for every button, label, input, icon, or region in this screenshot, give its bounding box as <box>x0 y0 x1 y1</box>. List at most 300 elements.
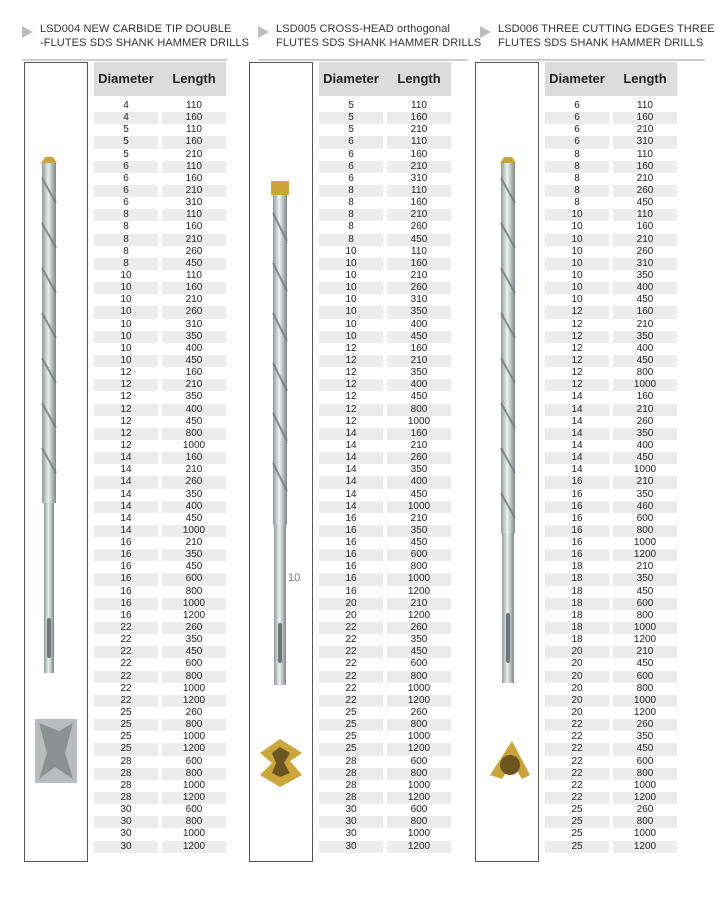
cell-diameter: 14 <box>545 404 609 416</box>
table-row <box>319 476 451 488</box>
header-lsd004 <box>22 8 250 56</box>
table-row <box>319 719 451 731</box>
table-row <box>94 391 226 403</box>
cell-diameter: 5 <box>319 112 383 124</box>
cell-diameter: 22 <box>319 622 383 634</box>
table-row <box>545 379 677 391</box>
table-row <box>319 671 451 683</box>
header-title <box>276 22 481 50</box>
table-row <box>319 695 451 707</box>
table-row <box>545 197 677 209</box>
cell-diameter: 12 <box>545 306 609 318</box>
cell-length: 600 <box>636 512 654 524</box>
cell-diameter: 10 <box>345 269 357 281</box>
cell-diameter: 6 <box>545 136 609 148</box>
cell-diameter: 8 <box>319 234 383 246</box>
table-row <box>319 646 451 658</box>
cell-diameter: 6 <box>319 161 383 173</box>
cell-length: 110 <box>186 124 202 136</box>
table-row <box>545 828 677 840</box>
cell-length: 1000 <box>162 598 226 610</box>
cell-length: 800 <box>387 768 451 780</box>
table-row <box>319 731 451 743</box>
cell-length: 350 <box>387 306 451 318</box>
table-row <box>319 209 451 221</box>
cell-length: 1200 <box>387 695 451 707</box>
cell-diameter: 12 <box>319 355 383 367</box>
cell-length: 1000 <box>613 379 677 391</box>
cell-diameter: 14 <box>94 501 158 513</box>
cell-diameter: 14 <box>94 525 158 537</box>
cell-diameter: 16 <box>571 512 583 524</box>
cell-diameter: 8 <box>574 172 580 184</box>
cell-length: 1000 <box>407 828 431 840</box>
cell-diameter: 22 <box>120 658 132 670</box>
cell-length: 310 <box>613 258 677 270</box>
cell-diameter: 16 <box>345 537 357 549</box>
table-row <box>319 428 451 440</box>
cell-length: 1200 <box>613 549 677 561</box>
cell-diameter: 10 <box>319 282 383 294</box>
cell-length: 350 <box>387 525 451 537</box>
cell-length: 160 <box>387 258 451 270</box>
title-line2: -FLUTES SDS SHANK HAMMER DRILLS <box>40 37 250 49</box>
cell-length: 450 <box>185 512 203 524</box>
column-header-length: Length <box>397 71 441 86</box>
table-row <box>545 671 677 683</box>
cell-diameter: 25 <box>571 828 583 840</box>
table-row <box>94 731 226 743</box>
cell-diameter: 8 <box>94 258 158 270</box>
cell-diameter: 22 <box>319 671 383 683</box>
cell-diameter: 30 <box>319 816 383 828</box>
cell-length: 400 <box>162 501 226 513</box>
cell-length: 800 <box>387 404 451 416</box>
cell-diameter: 8 <box>574 197 580 209</box>
cell-diameter: 16 <box>120 609 132 621</box>
cell-length: 210 <box>185 464 203 476</box>
cell-length: 350 <box>636 731 654 743</box>
table-row <box>94 707 226 719</box>
table-row <box>319 707 451 719</box>
table-row <box>319 561 451 573</box>
table-row <box>319 161 451 173</box>
cell-diameter: 10 <box>545 282 609 294</box>
cell-diameter: 10 <box>94 355 158 367</box>
table-body <box>319 100 451 853</box>
cell-diameter: 12 <box>94 379 158 391</box>
cell-length: 160 <box>613 306 677 318</box>
table-row <box>545 537 677 549</box>
cell-length: 110 <box>162 209 226 221</box>
cell-diameter: 22 <box>94 622 158 634</box>
table-row <box>94 658 226 670</box>
cell-length: 260 <box>613 719 677 731</box>
cell-diameter: 16 <box>571 488 583 500</box>
cell-length: 1000 <box>387 501 451 513</box>
title-line1: LSD006 THREE CUTTING EDGES THREE <box>498 23 715 35</box>
cell-diameter: 10 <box>345 294 357 306</box>
table-row <box>319 185 451 197</box>
cell-diameter: 12 <box>319 404 383 416</box>
cell-length: 110 <box>186 100 202 111</box>
table-row <box>545 112 677 124</box>
table-row <box>94 549 226 561</box>
cell-length: 450 <box>636 197 654 209</box>
table-row <box>94 331 226 343</box>
cell-diameter: 14 <box>545 428 609 440</box>
cell-diameter: 14 <box>94 476 158 488</box>
cell-length: 450 <box>636 585 654 597</box>
cell-length: 1200 <box>387 792 451 804</box>
cell-length: 450 <box>613 452 677 464</box>
cell-diameter: 6 <box>574 124 580 136</box>
cell-diameter: 22 <box>571 731 583 743</box>
cell-diameter: 10 <box>120 318 132 330</box>
cell-diameter: 14 <box>319 428 383 440</box>
cell-diameter: 22 <box>545 743 609 755</box>
cell-diameter: 16 <box>545 501 609 513</box>
cell-length: 210 <box>185 148 203 160</box>
cell-length: 260 <box>636 245 654 257</box>
cell-diameter: 10 <box>571 221 583 233</box>
cell-length: 260 <box>410 221 428 233</box>
cell-diameter: 14 <box>345 464 357 476</box>
table-row <box>545 476 677 488</box>
table-row <box>545 719 677 731</box>
table-row <box>94 197 226 209</box>
cell-diameter: 8 <box>123 221 129 233</box>
table-row <box>545 343 677 355</box>
cell-diameter: 18 <box>545 573 609 585</box>
cell-diameter: 4 <box>123 100 129 111</box>
cell-length: 1200 <box>162 695 226 707</box>
table-row <box>545 695 677 707</box>
cell-length: 1000 <box>407 779 431 791</box>
cell-length: 160 <box>162 452 226 464</box>
table-row <box>319 586 451 598</box>
header-divider <box>22 59 227 61</box>
table-row <box>319 756 451 768</box>
cell-diameter: 25 <box>571 804 583 816</box>
cell-length: 460 <box>613 501 677 513</box>
cell-diameter: 6 <box>94 161 158 173</box>
cell-length: 350 <box>162 549 226 561</box>
table-row <box>319 234 451 246</box>
table-row <box>545 258 677 270</box>
table-row <box>545 525 677 537</box>
header-lsd006 <box>480 8 715 56</box>
cell-length: 110 <box>613 209 677 221</box>
cell-length: 210 <box>162 379 226 391</box>
cell-length: 1200 <box>613 841 677 853</box>
cell-length: 1000 <box>182 682 206 694</box>
cell-length: 160 <box>162 112 226 124</box>
cell-length: 800 <box>185 585 203 597</box>
cell-diameter: 16 <box>94 598 158 610</box>
cell-length: 1000 <box>387 573 451 585</box>
cell-diameter: 22 <box>120 634 132 646</box>
cell-diameter: 10 <box>94 331 158 343</box>
cell-length: 800 <box>162 719 226 731</box>
cell-length: 350 <box>410 367 428 379</box>
cell-length: 800 <box>410 561 428 573</box>
table-row <box>94 586 226 598</box>
table-row <box>319 100 451 112</box>
cell-length: 160 <box>185 221 203 233</box>
cell-length: 400 <box>387 476 451 488</box>
cell-length: 110 <box>387 185 451 197</box>
cell-length: 1000 <box>182 439 206 451</box>
cell-length: 260 <box>613 185 677 197</box>
cell-length: 210 <box>613 476 677 488</box>
table-row <box>319 489 451 501</box>
table-row <box>94 573 226 585</box>
cell-length: 260 <box>162 476 226 488</box>
table-row <box>319 416 451 428</box>
table-row <box>94 816 226 828</box>
cell-length: 160 <box>613 112 677 124</box>
cell-length: 1000 <box>613 695 677 707</box>
table-row <box>545 100 677 112</box>
table-row <box>545 549 677 561</box>
cell-diameter: 20 <box>545 646 609 658</box>
cell-diameter: 28 <box>319 792 383 804</box>
cell-diameter: 16 <box>319 549 383 561</box>
cell-diameter: 22 <box>571 779 583 791</box>
cell-diameter: 30 <box>94 816 158 828</box>
cell-diameter: 14 <box>345 488 357 500</box>
table-row <box>319 319 451 331</box>
cell-length: 210 <box>613 234 677 246</box>
header-lsd005 <box>258 8 482 56</box>
table-row <box>545 161 677 173</box>
table-row <box>319 610 451 622</box>
cell-diameter: 10 <box>345 318 357 330</box>
table-row <box>545 731 677 743</box>
cell-length: 450 <box>387 234 451 246</box>
header-title <box>40 22 249 50</box>
cell-diameter: 16 <box>345 512 357 524</box>
cell-diameter: 10 <box>319 331 383 343</box>
cell-length: 210 <box>387 161 451 173</box>
table-row <box>545 367 677 379</box>
table-row <box>94 379 226 391</box>
cell-diameter: 16 <box>94 549 158 561</box>
cell-diameter: 10 <box>545 234 609 246</box>
table-row <box>94 561 226 573</box>
column-header-length: Length <box>172 71 216 86</box>
table-row <box>94 149 226 161</box>
cell-diameter: 6 <box>94 185 158 197</box>
cell-length: 1200 <box>162 841 226 853</box>
cell-length: 600 <box>410 804 428 816</box>
cell-length: 450 <box>185 415 203 427</box>
cell-length: 350 <box>410 634 428 646</box>
cell-diameter: 5 <box>123 148 129 160</box>
cell-length: 160 <box>410 197 428 209</box>
table-row <box>319 258 451 270</box>
cell-diameter: 12 <box>345 342 357 354</box>
cell-diameter: 25 <box>120 707 132 719</box>
cell-length: 400 <box>185 342 203 354</box>
table-row <box>319 573 451 585</box>
table-row <box>319 768 451 780</box>
cell-length: 800 <box>162 816 226 828</box>
table-row <box>319 792 451 804</box>
cell-diameter: 14 <box>571 415 583 427</box>
cell-diameter: 25 <box>345 707 357 719</box>
cell-length: 310 <box>185 318 203 330</box>
cell-diameter: 14 <box>94 452 158 464</box>
table-row <box>545 573 677 585</box>
table-row <box>319 221 451 233</box>
table-row <box>319 367 451 379</box>
table-row <box>319 841 451 853</box>
cell-length: 260 <box>410 707 428 719</box>
header-title <box>498 22 715 50</box>
cell-diameter: 5 <box>94 136 158 148</box>
table-row <box>545 792 677 804</box>
table-row <box>94 112 226 124</box>
table-row <box>94 440 226 452</box>
cell-length: 400 <box>613 282 677 294</box>
cell-length: 400 <box>410 318 428 330</box>
table-row <box>545 683 677 695</box>
cell-length: 160 <box>410 148 428 160</box>
cell-diameter: 28 <box>94 792 158 804</box>
cell-diameter: 22 <box>545 719 609 731</box>
cell-diameter: 25 <box>94 743 158 755</box>
cell-diameter: 14 <box>571 464 583 476</box>
cell-length: 210 <box>387 598 451 610</box>
cell-length: 110 <box>411 245 427 257</box>
table-row <box>319 513 451 525</box>
title-line1: LSD004 NEW CARBIDE TIP DOUBLE <box>40 23 232 35</box>
cell-diameter: 10 <box>319 258 383 270</box>
table-row <box>319 634 451 646</box>
table-body <box>94 100 226 853</box>
cell-diameter: 30 <box>345 804 357 816</box>
table-row <box>545 221 677 233</box>
cell-diameter: 8 <box>319 185 383 197</box>
cell-length: 600 <box>410 755 428 767</box>
table-row <box>319 355 451 367</box>
table-row <box>319 149 451 161</box>
cell-diameter: 25 <box>319 719 383 731</box>
cell-diameter: 8 <box>94 209 158 221</box>
cell-length: 1000 <box>182 731 206 743</box>
cell-length: 210 <box>410 269 428 281</box>
cell-length: 600 <box>410 658 428 670</box>
table-row <box>94 258 226 270</box>
table-row <box>94 355 226 367</box>
cell-length: 450 <box>410 391 428 403</box>
cell-diameter: 28 <box>120 779 132 791</box>
cell-diameter: 8 <box>545 161 609 173</box>
cell-length: 600 <box>613 671 677 683</box>
table-row <box>545 234 677 246</box>
cell-diameter: 20 <box>571 658 583 670</box>
table-row <box>545 124 677 136</box>
cell-diameter: 22 <box>319 695 383 707</box>
cell-diameter: 20 <box>571 707 583 719</box>
column-header-diameter: Diameter <box>98 71 154 86</box>
cell-length: 210 <box>185 294 203 306</box>
column-header-length: Length <box>623 71 667 86</box>
table-row <box>545 768 677 780</box>
product-image-box <box>475 62 539 862</box>
table-row <box>545 513 677 525</box>
table-row <box>94 768 226 780</box>
cell-length: 210 <box>636 172 654 184</box>
table-row <box>94 452 226 464</box>
cell-diameter: 16 <box>94 573 158 585</box>
cell-diameter: 12 <box>120 367 132 379</box>
table-row <box>94 841 226 853</box>
table-row <box>319 282 451 294</box>
cell-length: 450 <box>410 488 428 500</box>
cell-length: 1000 <box>633 779 657 791</box>
cell-length: 160 <box>410 342 428 354</box>
cell-length: 110 <box>387 136 451 148</box>
table-row <box>94 598 226 610</box>
table-row <box>545 185 677 197</box>
cell-length: 210 <box>613 404 677 416</box>
cell-diameter: 6 <box>574 100 580 111</box>
cell-diameter: 22 <box>94 695 158 707</box>
cell-length: 1000 <box>182 828 206 840</box>
table-row <box>94 719 226 731</box>
cell-diameter: 10 <box>571 294 583 306</box>
table-row <box>545 404 677 416</box>
cell-length: 800 <box>387 671 451 683</box>
table-row <box>94 622 226 634</box>
cell-diameter: 10 <box>545 209 609 221</box>
cell-diameter: 10 <box>571 269 583 281</box>
cell-diameter: 5 <box>123 124 129 136</box>
cell-diameter: 20 <box>319 598 383 610</box>
cell-diameter: 12 <box>345 391 357 403</box>
cell-diameter: 16 <box>545 525 609 537</box>
cell-length: 210 <box>185 537 203 549</box>
spec-table <box>94 62 226 853</box>
cell-length: 110 <box>186 269 202 281</box>
cell-diameter: 6 <box>123 172 129 184</box>
cell-length: 450 <box>162 646 226 658</box>
table-row <box>94 828 226 840</box>
cell-length: 260 <box>636 804 654 816</box>
table-row <box>94 501 226 513</box>
cell-length: 1000 <box>633 828 657 840</box>
drill-bit-image <box>25 63 89 863</box>
table-row <box>319 173 451 185</box>
table-row <box>319 112 451 124</box>
table-row <box>94 792 226 804</box>
cell-length: 1000 <box>162 525 226 537</box>
cell-diameter: 6 <box>319 136 383 148</box>
cell-length: 800 <box>613 768 677 780</box>
table-row <box>319 294 451 306</box>
cell-length: 450 <box>636 658 654 670</box>
cell-length: 160 <box>162 282 226 294</box>
cell-length: 110 <box>637 100 653 111</box>
cell-diameter: 12 <box>94 404 158 416</box>
cell-diameter: 16 <box>345 561 357 573</box>
table-row <box>94 476 226 488</box>
table-row <box>545 489 677 501</box>
cell-length: 350 <box>185 391 203 403</box>
